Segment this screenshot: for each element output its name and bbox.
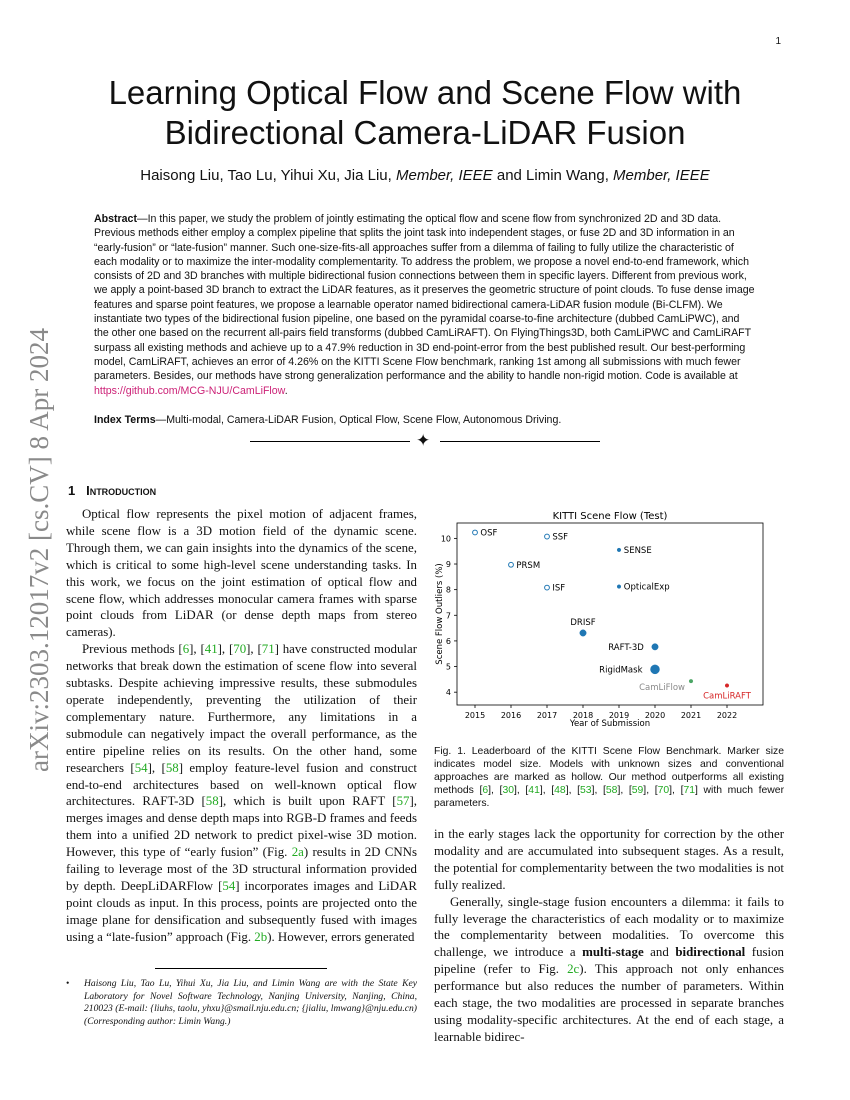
x-tick-label: 2018	[572, 711, 594, 720]
citation-link[interactable]: 48	[554, 784, 566, 796]
figure-link[interactable]: 2b	[254, 929, 268, 944]
figure-link[interactable]: 2c	[567, 962, 580, 977]
citation-link[interactable]: 57	[396, 794, 410, 809]
divider-star-icon: ✦	[416, 431, 431, 450]
abstract-end: .	[284, 384, 288, 397]
intro-paragraph-2: Previous methods [6], [41], [70], [71] have constructed modular networks that break down the estimation of scene flow into several subtasks. Despite achieving impressive results, these submodules operate independently, preventing the utilization of their complementary nature. Furthermore, any limitations in a submodule can negatively impact the overall performance, as the entire pipeline relies on its results. On the other hand, some researchers [54], [58] employ feature-level fusion and construct end-to-end architectures based on well-known optical flow architectures. RAFT-3D [58], which is built upon RAFT [57], merges images and dense depth maps into RGB-D frames and feeds them into a unified 2D network to predict pixel-wise 3D motion. However, this type of “early fusion” (Fig. 2a) results in 2D CNNs failing to leverage most of the 3D structural information provided by depth. DeepLiDARFlow [54] incorporates images and LiDAR point clouds as input. In this process, points are projected onto the image plane for densification and subsequently fused with images using a “late-fusion” approach (Fig. 2b). However, errors generated	[66, 642, 418, 944]
intro-paragraph-3	[434, 894, 784, 1046]
text-run: ). This approach not only enhances performance but also reduces the number of parameters. Within each stage, the two modalities are processed in separate branches using modality-specific architectures. At the end of each stage, a learnable bidirec-	[434, 962, 784, 1044]
section-heading	[68, 483, 156, 498]
x-tick-label: 2017	[536, 711, 558, 720]
emphasis: multi-stage	[582, 945, 644, 960]
citation-link[interactable]: 70	[657, 784, 670, 796]
point-label-camliraft: CamLiRAFT	[703, 691, 751, 702]
citation-link[interactable]: 54	[222, 878, 236, 893]
citation-link[interactable]: 54	[134, 760, 148, 775]
intro-right-column	[434, 826, 784, 1046]
index-terms-text: —Multi-modal, Camera-LiDAR Fusion, Optical Flow, Scene Flow, Autonomous Driving.	[155, 414, 562, 426]
y-tick-label: 4	[445, 688, 451, 698]
member-affiliation: Member, IEEE	[395, 167, 493, 184]
y-tick-label: 5	[445, 662, 451, 672]
point-camliraft	[725, 684, 729, 688]
point-isf	[545, 585, 550, 590]
x-tick-label: 2021	[680, 711, 702, 720]
citation-link[interactable]: 71	[683, 784, 696, 796]
text-run: Generally, single-stage fusion encounters a dilemma: it fails to fully leverage the characteristics of each modality or to maximize the complementarity between modalities. To overcome this challenge, we introduce a	[434, 894, 784, 960]
citation-link[interactable]: 71	[261, 642, 275, 657]
text-run: Previous methods	[82, 642, 179, 657]
y-tick-label: 7	[445, 611, 451, 621]
point-camliflow	[689, 679, 693, 683]
text-run: fusion pipeline (refer to Fig.	[434, 945, 785, 977]
caption-citations: [6], [30], [41], [48], [53], [58], [59], [70], [71]	[479, 784, 698, 796]
point-label-ssf: SSF	[552, 532, 569, 543]
text-run: ) results in 2D CNNs failing to leverage most of the 3D structural information provided by depth. DeepLiDARFlow	[66, 845, 417, 893]
intro-paragraph-1: Optical flow represents the pixel motion of adjacent frames, while scene flow is a 3D motion field of the dynamic scene. Through them, we can gain insights into the dynamics of the scene, which is critical to some high-level scene understanding tasks. In this work, we focus on the joint estimation of optical flow and scene flow, which addresses monocular camera frames with sparse point clouds from LiDAR (or dense depth maps from stereo cameras).	[66, 507, 417, 640]
point-label-sense: SENSE	[623, 545, 652, 556]
point-osf	[473, 530, 478, 535]
index-terms-label: Index Terms	[94, 414, 156, 426]
citation-link[interactable]: 6	[182, 642, 190, 657]
divider-line-left	[250, 441, 410, 442]
text-run: ). However, errors generated	[267, 929, 415, 944]
text-run: , which is built upon RAFT	[222, 794, 393, 809]
point-rigidmask	[651, 665, 660, 674]
point-sense	[617, 548, 621, 552]
abstract-text: —In this paper, we study the problem of jointly estimating the optical flow and scene flow from synchronized 2D and 3D data. Previous methods either employ a complex pipeline that splits the joint task into independent stages, or fuse 2D and 3D information in an “early-fusion” or “late-fusion” manner. Such one-size-fits-all approaches suffer from a dilemma of failing to fully utilize the characteristic of each modality or to maximize the inter-modality complementarity. To address the problem, we propose a novel end-to-end framework, which consists of 2D and 3D branches with multiple bidirectional fusion connections between them in specific layers. Different from previous work, we apply a point-based 3D branch to extract the LiDAR features, as it preserves the geometric structure of point clouds. To fuse dense image features and sparse point features, we propose a learnable operator named bidirectional camera-LiDAR fusion module (Bi-CLFM). We instantiate two types of the bidirectional fusion pipeline, one based on the pyramidal coarse-to-fine architecture (dubbed CamLiPWC), and the other one based on the recurrent all-pairs field transforms (dubbed CamLiRAFT). On FlyingThings3D, both CamLiPWC and CamLiRAFT surpass all existing methods and achieve up to a 47.9% reduction in 3D end-point-error from the best published result. Our best-performing model, CamLiRAFT, achieves an error of 4.26% on the KITTI Scene Flow benchmark, ranking 1st among all submissions with much fewer parameters. Besides, our methods have strong generalization performance and the ability to handle non-rigid motion. Code is available at	[94, 213, 755, 383]
intro-paragraph-2-cont: in the early stages lack the opportunity for correction by the other modality and are accumulated into subsequent stages. As a result, the potential for complementarity between the two modalities is not fully realized.	[434, 827, 784, 892]
citation-link[interactable]: 53	[580, 784, 592, 796]
abstract-label: Abstract	[94, 213, 137, 225]
point-label-drisf: DRISF	[570, 617, 596, 628]
citation-link[interactable]: 58	[205, 794, 219, 809]
point-raft-3d	[652, 644, 658, 650]
point-opticalexp	[617, 585, 621, 589]
y-tick-label: 9	[445, 560, 451, 570]
page-number: 1	[775, 36, 781, 47]
point-label-osf: OSF	[480, 528, 498, 539]
y-axis-label: Scene Flow Outliers (%)	[435, 563, 445, 665]
x-tick-label: 2016	[500, 711, 522, 720]
text-run: , merges images and dense depth maps into RGB-D frames and feeds them into a unified 2D network to predict pixel-wise 3D motion. However, this type of “early fusion” (Fig.	[66, 794, 417, 860]
citation-link[interactable]: 41	[528, 784, 540, 796]
point-label-opticalexp: OpticalExp	[623, 582, 670, 593]
divider-line-right	[440, 441, 600, 442]
footnote-text: Haisong Liu, Tao Lu, Yihui Xu, Jia Liu, and Limin Wang are with the State Key Laboratory for Novel Software Technology, Nanjing University, Nanjing, China, 210023 (E-mail: {liuhs, taolu, yhxu}@smail.nju.edu.cn; {jialiu, lmwang}@nju.edu.cn) (Corresponding author: Limin Wang.)	[84, 978, 417, 1027]
text-run: and	[643, 945, 676, 960]
citation-link[interactable]: 58	[605, 784, 618, 796]
caption-text: Fig. 1. Leaderboard of the KITTI Scene Flow Benchmark. Marker size indicates model size. Models with unknown sizes and conventional approaches are marked as hollow. Our method outperforms all existing methods	[434, 746, 784, 796]
point-label-camliflow: CamLiFlow	[639, 683, 685, 694]
point-drisf	[580, 630, 586, 636]
chart-points	[473, 528, 752, 701]
point-label-isf: ISF	[552, 583, 566, 594]
author-list	[60, 167, 790, 184]
plot-frame	[457, 523, 763, 705]
x-tick-label: 2020	[644, 711, 666, 720]
paper-title	[60, 73, 790, 153]
text-run: have constructed modular networks that break down the estimation of scene flow into several subtasks. Despite achieving impressive results, these submodules operate independently, preventing the utilization of their complementary nature. Furthermore, any limitations in a submodule can negatively impact the overall performance, as the entire pipeline relies on its results. On the other hand, some researchers	[66, 642, 418, 775]
intro-left-column	[66, 506, 417, 946]
figure-caption	[434, 746, 784, 811]
citation-link[interactable]: 30	[502, 784, 514, 796]
emphasis: bidirectional	[675, 945, 746, 960]
citation-link[interactable]: 41	[204, 642, 218, 657]
section-number: 1	[68, 483, 76, 498]
section-title: Introduction	[86, 483, 157, 498]
footnote-bullet: •	[66, 978, 70, 989]
x-tick-label: 2019	[608, 711, 630, 720]
citation-link[interactable]: 58	[165, 760, 179, 775]
index-terms	[94, 414, 755, 426]
y-tick-label: 6	[445, 636, 451, 646]
point-prsm	[509, 562, 514, 567]
x-tick-label: 2022	[716, 711, 738, 720]
x-axis-label: Year of Submission	[569, 719, 651, 729]
citation-link[interactable]: 59	[631, 784, 644, 796]
title-line-1: Learning Optical Flow and Scene Flow with	[108, 74, 742, 111]
point-label-rigidmask: RigidMask	[599, 665, 643, 676]
text-run: incorporates images and LiDAR point clouds as input. In this process, points are projected onto the image plane for densification and subsequently fused with images using a “late-fusion” approach (Fig.	[66, 878, 417, 944]
point-ssf	[545, 534, 550, 539]
point-label-raft-3d: RAFT-3D	[608, 642, 644, 653]
chart-title: KITTI Scene Flow (Test)	[552, 511, 668, 522]
author-names-last: and Limin Wang,	[492, 167, 614, 184]
citation-link[interactable]: 6	[482, 784, 489, 796]
member-affiliation: Member, IEEE	[613, 167, 710, 184]
abstract	[94, 212, 755, 398]
footnote	[66, 978, 417, 1028]
figure-link[interactable]: 2a	[291, 845, 304, 860]
caption-text-end: with much fewer parameters.	[434, 784, 785, 809]
section-divider	[250, 432, 600, 452]
kitti-leaderboard-chart	[434, 500, 794, 740]
arxiv-identifier[interactable]: arXiv:2303.12017v2 [cs.CV] 8 Apr 2024	[24, 328, 54, 772]
y-tick-label: 8	[445, 585, 451, 595]
point-label-prsm: PRSM	[516, 560, 541, 571]
y-tick-label: 10	[440, 534, 451, 544]
author-names: Haisong Liu, Tao Lu, Yihui Xu, Jia Liu,	[140, 167, 396, 184]
title-line-2: Bidirectional Camera-LiDAR Fusion	[164, 114, 686, 151]
x-tick-label: 2015	[464, 711, 486, 720]
footnote-rule	[155, 968, 327, 969]
text-run: employ feature-level fusion and construct end-to-end architectures based on well-known optical flow architectures. RAFT-3D	[66, 760, 417, 809]
code-link[interactable]: https://github.com/MCG-NJU/CamLiFlow	[94, 384, 285, 397]
citation-link[interactable]: 70	[233, 642, 247, 657]
